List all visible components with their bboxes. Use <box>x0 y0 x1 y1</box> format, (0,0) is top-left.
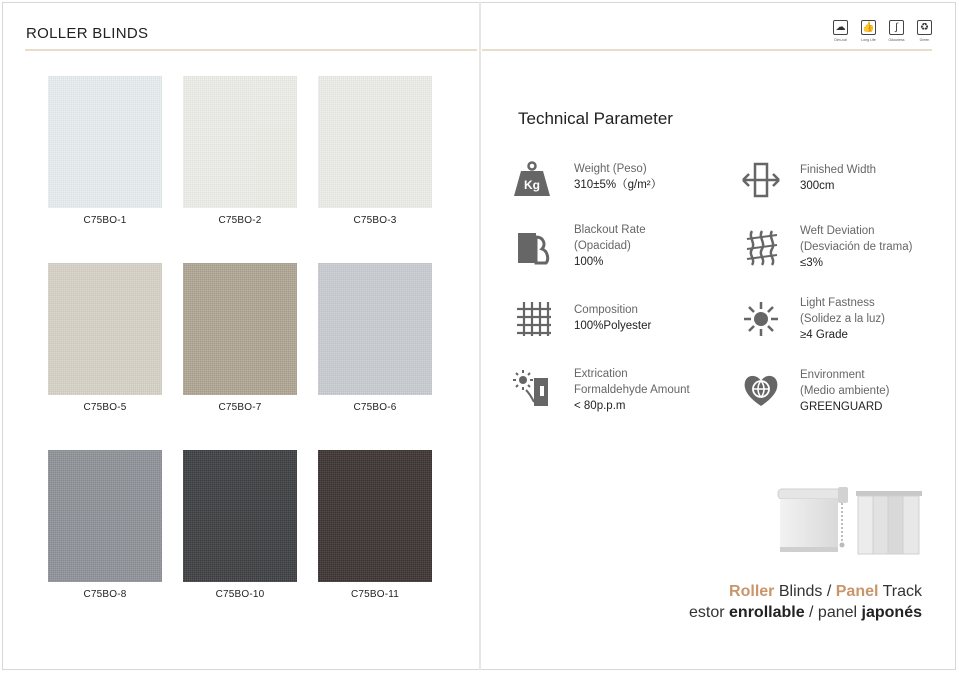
caption-blinds: Blinds / <box>774 583 836 600</box>
swatch-label: C75BO-8 <box>83 589 127 600</box>
width-arrows-icon <box>741 160 781 200</box>
fabric-swatch <box>48 263 162 395</box>
param-weft-deviation <box>800 223 912 272</box>
param-name-secondary: (Solidez a la luz) <box>800 313 886 325</box>
page-spine <box>479 2 481 670</box>
swatch-label: C75BO-7 <box>218 402 262 413</box>
caption-estor: estor <box>689 604 730 621</box>
weight-kg-icon <box>512 160 552 200</box>
param-name: Weight (Peso) <box>574 163 647 175</box>
param-name: Weft Deviation <box>800 225 875 237</box>
param-name: Extrication <box>574 368 628 380</box>
param-name: Environment <box>800 369 865 381</box>
weft-icon <box>742 227 782 267</box>
fabric-swatch <box>318 263 432 395</box>
dim-out-label: Dim-out <box>834 38 847 42</box>
page-title: ROLLER BLINDS <box>26 25 149 42</box>
sun-icon <box>741 299 781 339</box>
fabric-swatch <box>183 450 297 582</box>
param-name: Finished Width <box>800 164 877 176</box>
fabric-swatch <box>318 450 432 582</box>
param-environment <box>800 367 889 416</box>
param-value: GREENGUARD <box>800 401 883 413</box>
fabric-swatch <box>48 76 162 208</box>
param-value: 100% <box>574 256 604 268</box>
odourless-label: Odourless <box>888 38 905 42</box>
dim-out-icon: ☁ Dim-out <box>830 20 851 42</box>
param-value: 300cm <box>800 180 835 192</box>
swatch-label: C75BO-10 <box>215 589 265 600</box>
fabric-swatch <box>48 450 162 582</box>
recycle-icon: ♻ Green <box>914 20 935 42</box>
swatch-label: C75BO-11 <box>350 589 400 600</box>
caption-line-1 <box>729 583 922 601</box>
swatch-label: C75BO-1 <box>83 215 127 226</box>
thumbs-up-icon: 👍 Long Life <box>858 20 879 42</box>
svg-text:Kg: Kg <box>524 178 540 192</box>
param-name: Blackout Rate <box>574 224 646 236</box>
caption-enrollable: enrollable <box>729 604 805 621</box>
param-name-secondary: (Opacidad) <box>574 240 631 252</box>
param-value: 100%Polyester <box>574 320 652 332</box>
long-life-label: Long Life <box>861 38 876 42</box>
param-value: ≥4 Grade <box>800 329 848 341</box>
param-name: Light Fastness <box>800 297 875 309</box>
param-light-fastness <box>800 295 885 344</box>
roller-panel-blinds-image <box>772 481 924 561</box>
blackout-icon <box>514 227 554 267</box>
caption-japones: japonés <box>861 604 922 621</box>
param-name-secondary: (Desviación de trama) <box>800 241 913 253</box>
param-value: 310±5%（g/m²） <box>574 179 663 191</box>
green-label: Green <box>919 38 930 42</box>
caption-panel-es: / panel <box>804 604 862 621</box>
caption-track: Track <box>878 583 922 600</box>
swatch-label: C75BO-5 <box>83 402 127 413</box>
param-blackout-rate <box>574 222 646 271</box>
header-rule-left <box>25 49 477 51</box>
param-name: Composition <box>574 304 638 316</box>
caption-panel: Panel <box>835 583 879 600</box>
formaldehyde-icon <box>512 368 552 408</box>
caption-line-2 <box>689 604 922 622</box>
heart-globe-icon <box>741 370 781 410</box>
fabric-swatch <box>183 263 297 395</box>
param-value: ≤3% <box>800 257 823 269</box>
fabric-swatch <box>318 76 432 208</box>
technical-title: Technical Parameter <box>518 109 673 128</box>
swatch-label: C75BO-3 <box>353 215 397 226</box>
header-rule-right <box>482 49 932 51</box>
param-value: < 80p.p.m <box>574 400 626 412</box>
param-weight <box>574 161 662 194</box>
param-finished-width <box>800 162 876 195</box>
swatch-label: C75BO-6 <box>353 402 397 413</box>
composition-grid-icon <box>514 299 554 339</box>
param-composition <box>574 302 651 335</box>
param-formaldehyde <box>574 366 690 415</box>
caption-roller: Roller <box>729 583 775 600</box>
param-name-secondary: (Medio ambiente) <box>800 385 890 397</box>
swatch-label: C75BO-2 <box>218 215 262 226</box>
odorless-icon: ∫ Odourless <box>886 20 907 42</box>
feature-icons <box>830 20 935 42</box>
param-name-secondary: Formaldehyde Amount <box>574 384 690 396</box>
fabric-swatch <box>183 76 297 208</box>
